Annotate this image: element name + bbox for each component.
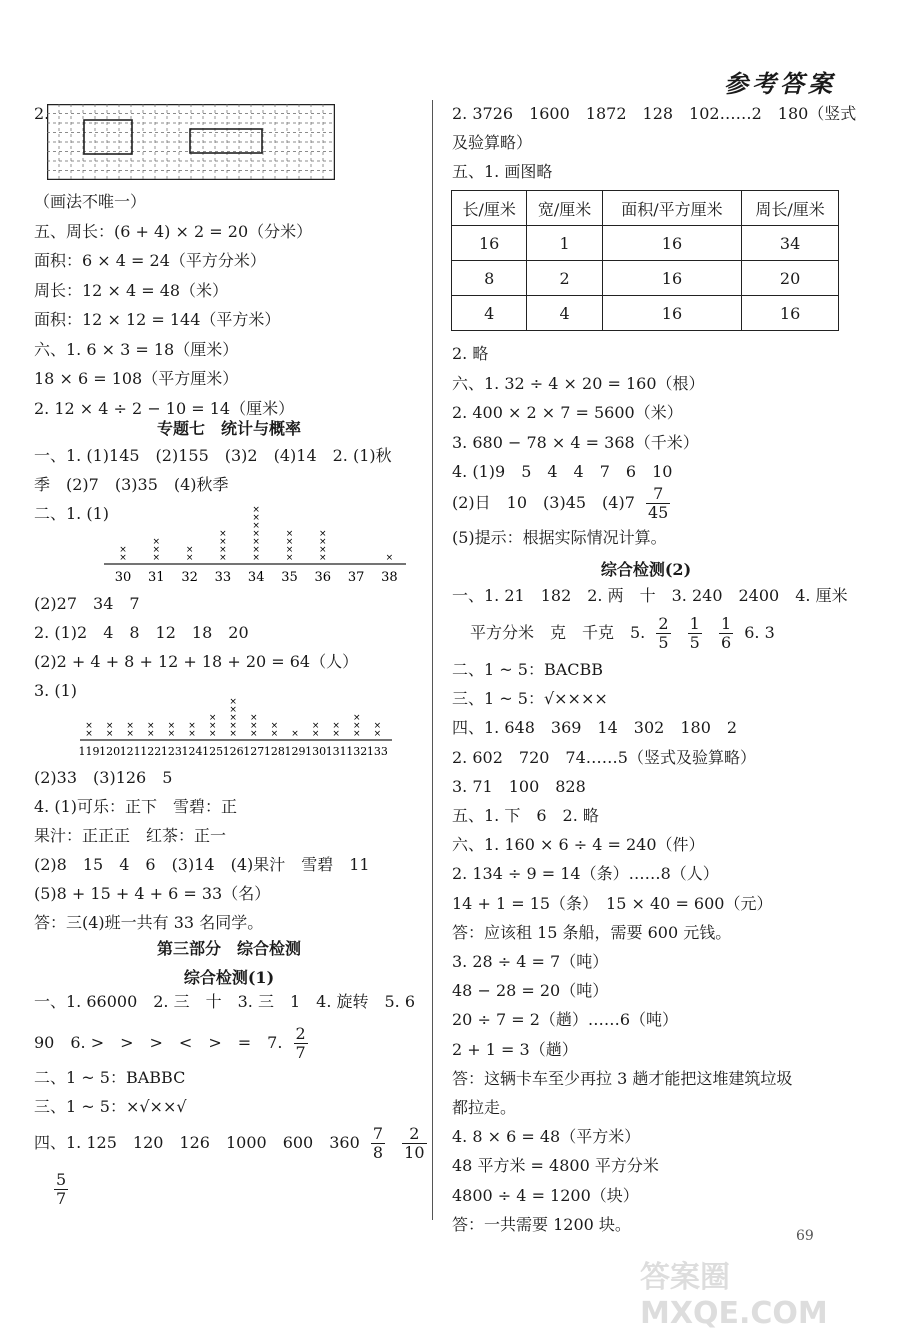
table-cell: 16 bbox=[742, 296, 839, 331]
line-plot-tick-label: 121 bbox=[119, 745, 141, 758]
line-plot-tick-label: 122 bbox=[140, 745, 162, 758]
answer-line: 答：三(4)班一共有 33 名同学。 bbox=[34, 913, 264, 932]
x-mark: × bbox=[147, 729, 155, 739]
line-plot-tick-label: 123 bbox=[160, 745, 182, 758]
x-mark: × bbox=[311, 721, 320, 731]
page-number: 69 bbox=[796, 1228, 814, 1244]
x-mark: × bbox=[219, 529, 227, 539]
line-plot-2 bbox=[76, 676, 396, 760]
x-mark: × bbox=[167, 729, 176, 739]
x-mark: × bbox=[353, 713, 361, 723]
rectangle-1 bbox=[84, 120, 132, 154]
x-mark: × bbox=[229, 697, 237, 707]
x-mark: × bbox=[229, 729, 237, 739]
fraction: $\frac{5}{7}$ bbox=[56, 1170, 67, 1208]
answer-line: 4. (1)9 5 4 4 7 6 10 bbox=[452, 462, 673, 481]
line-plot-tick-label: 120 bbox=[99, 745, 121, 758]
x-mark: × bbox=[332, 729, 340, 739]
answer-line: 果汁：正正正 红茶：正一 bbox=[34, 826, 227, 845]
table-cell: 4 bbox=[527, 296, 602, 331]
x-mark: × bbox=[319, 529, 327, 539]
answer-line: 二、1 ~ 5：BACBB bbox=[452, 660, 604, 679]
exam2-line2 bbox=[470, 614, 775, 652]
x-mark: × bbox=[219, 553, 227, 563]
x-mark: × bbox=[105, 729, 114, 739]
x-mark: × bbox=[119, 545, 127, 555]
x-mark: × bbox=[252, 529, 260, 539]
x-mark: × bbox=[252, 513, 260, 523]
answer-line: 面积：12 × 12 = 144（平方米） bbox=[34, 310, 281, 329]
answer-line: 三、1 ~ 5：√×××× bbox=[452, 689, 608, 709]
answer-line: 2 + 1 = 3（趟） bbox=[452, 1039, 578, 1059]
answer-line: (2)33 (3)126 5 bbox=[34, 768, 173, 787]
answer-line: 3. 680 − 78 × 4 = 368（千米） bbox=[452, 432, 699, 452]
line-plot-tick-label: 129 bbox=[284, 745, 306, 758]
line-plot-tick-label: 131 bbox=[325, 745, 347, 758]
answer-line: 4800 ÷ 4 = 1200（块） bbox=[452, 1185, 639, 1205]
answer-line: 3. (1) bbox=[34, 681, 78, 700]
line-plot-tick-label: 32 bbox=[181, 570, 198, 585]
line-plot-tick-label: 119 bbox=[78, 745, 100, 758]
q2-label: 2. bbox=[34, 104, 50, 123]
x-mark: × bbox=[126, 721, 134, 731]
line-plot-tick-label: 36 bbox=[314, 570, 332, 585]
x-mark: × bbox=[152, 553, 161, 563]
x-mark: × bbox=[252, 521, 260, 531]
table-cell: 16 bbox=[452, 226, 527, 261]
x-mark: × bbox=[319, 553, 327, 563]
answer-line: 五、周长：(6 + 4) × 2 = 20（分米） bbox=[34, 221, 313, 241]
exam1-line-si-cont bbox=[48, 1170, 74, 1208]
answer-line: 2. 134 ÷ 9 = 14（条）……8（人） bbox=[452, 864, 719, 884]
fraction: $\frac{7}{45}$ bbox=[648, 484, 669, 522]
answer-line: (2)8 15 4 6 (3)14 (4)果汁 雪碧 11 bbox=[34, 855, 370, 874]
line-plot-tick-label: 124 bbox=[181, 745, 203, 758]
x-mark: × bbox=[208, 729, 217, 739]
answer-line: 四、1. 648 369 14 302 180 2 bbox=[452, 718, 738, 738]
x-mark: × bbox=[105, 721, 114, 731]
exam1-line-si bbox=[34, 1124, 433, 1162]
line-plot-tick-label: 35 bbox=[281, 570, 298, 585]
table-header: 长/厘米 bbox=[452, 191, 527, 226]
x-mark: × bbox=[285, 553, 294, 563]
exam1-title: 综合检测(1) bbox=[183, 968, 275, 987]
answer-line: 18 × 6 = 108（平方厘米） bbox=[34, 369, 239, 388]
x-mark: × bbox=[152, 537, 161, 547]
x-mark: × bbox=[353, 721, 361, 731]
x-mark: × bbox=[285, 537, 294, 547]
exam1-line2 bbox=[34, 1024, 314, 1062]
exam1-line1: 一、1. 66000 2. 三 十 3. 三 1 4. 旋转 5. 6 bbox=[34, 992, 416, 1011]
x-mark: × bbox=[147, 721, 155, 731]
section7-title: 专题七 统计与概率 bbox=[156, 419, 301, 438]
table-cell: 20 bbox=[742, 261, 839, 296]
watermark: 答案圈 MXQE.COM bbox=[640, 1260, 828, 1331]
line-plot-tick-label: 128 bbox=[263, 745, 285, 758]
x-mark: × bbox=[85, 721, 93, 731]
x-mark: × bbox=[85, 729, 93, 739]
x-mark: × bbox=[373, 721, 382, 731]
x-mark: × bbox=[208, 713, 217, 723]
fraction: $\frac{2}{10}$ bbox=[404, 1124, 425, 1162]
x-mark: × bbox=[229, 713, 237, 723]
answer-line: 及验算略） bbox=[452, 133, 533, 152]
x-mark: × bbox=[188, 721, 196, 731]
answer-line: 4. 8 × 6 = 48（平方米） bbox=[452, 1127, 641, 1147]
line-plot-tick-label: 34 bbox=[247, 570, 265, 585]
answer-line: (2)27 34 7 bbox=[34, 594, 140, 613]
table-header: 周长/厘米 bbox=[742, 191, 839, 226]
answer-table bbox=[451, 190, 839, 331]
answer-line: 五、1. 下 6 2. 略 bbox=[452, 806, 599, 825]
x-mark: × bbox=[167, 721, 176, 731]
x-mark: × bbox=[152, 545, 161, 555]
answer-line: 二、1. (1) bbox=[34, 504, 110, 523]
x-mark: × bbox=[188, 729, 196, 739]
x-mark: × bbox=[219, 545, 227, 555]
line-plot-tick-label: 31 bbox=[148, 570, 165, 585]
answer-line: 3. 28 ÷ 4 = 7（吨） bbox=[452, 952, 609, 971]
fraction: $\frac{1}{6}$ bbox=[720, 614, 732, 652]
answer-line: 2. 400 × 2 × 7 = 5600（米） bbox=[452, 403, 683, 422]
table-cell: 2 bbox=[527, 261, 602, 296]
x-mark: × bbox=[291, 729, 299, 739]
line-plot-tick-label: 37 bbox=[347, 570, 365, 585]
x-mark: × bbox=[229, 705, 237, 715]
column-divider bbox=[432, 100, 433, 1220]
x-mark: × bbox=[332, 721, 340, 731]
part3-title: 第三部分 综合检测 bbox=[156, 939, 301, 958]
x-mark: × bbox=[270, 729, 279, 739]
answer-line: (5)8 + 15 + 4 + 6 = 33（名） bbox=[34, 884, 271, 903]
x-mark: × bbox=[250, 721, 258, 731]
line-plot-tick-label: 132 bbox=[346, 745, 368, 758]
table-row bbox=[452, 261, 839, 296]
fraction: $\frac{2}{5}$ bbox=[658, 614, 669, 652]
exam2-title: 综合检测(2) bbox=[600, 560, 692, 579]
table-cell: 8 bbox=[452, 261, 527, 296]
answer-line: 20 ÷ 7 = 2（趟）……6（吨） bbox=[452, 1010, 679, 1030]
x-mark: × bbox=[250, 713, 258, 723]
table-header: 宽/厘米 bbox=[527, 191, 602, 226]
table-header: 面积/平方厘米 bbox=[602, 191, 742, 226]
q4-2-text: (2)日 10 (3)45 (4)7 bbox=[452, 493, 635, 512]
x-mark: × bbox=[252, 505, 260, 515]
exam2-line1: 一、1. 21 182 2. 两 十 3. 240 2400 4. 厘米 bbox=[452, 586, 848, 605]
x-mark: × bbox=[229, 721, 237, 731]
x-mark: × bbox=[126, 729, 134, 739]
q4-2-line bbox=[452, 484, 676, 522]
line-plot-tick-label: 130 bbox=[305, 745, 327, 758]
exam2-line2-text: 平方分米 克 千克 5. bbox=[470, 623, 646, 642]
table-cell: 16 bbox=[602, 296, 742, 331]
exam2-line2-end: 6. 3 bbox=[744, 623, 775, 642]
answer-line: 答：这辆卡车至少再拉 3 趟才能把这堆建筑垃圾 bbox=[452, 1068, 793, 1088]
table-cell: 4 bbox=[452, 296, 527, 331]
x-mark: × bbox=[219, 537, 227, 547]
line-plot-tick-label: 38 bbox=[381, 570, 398, 585]
x-mark: × bbox=[208, 721, 217, 731]
line-plot-tick-label: 30 bbox=[114, 570, 132, 585]
x-mark: × bbox=[385, 553, 394, 563]
table-row bbox=[452, 226, 839, 261]
answer-line: 14 + 1 = 15（条） 15 × 40 = 600（元） bbox=[452, 893, 773, 913]
answer-line: （画法不唯一） bbox=[34, 192, 147, 211]
table-cell: 16 bbox=[602, 226, 742, 261]
answer-line: 4. (1)可乐：正下 雪碧：正 bbox=[34, 797, 238, 816]
answer-line: 2. 12 × 4 ÷ 2 − 10 = 14（厘米） bbox=[34, 398, 295, 418]
answer-line: 一、1. (1)145 (2)155 (3)2 (4)14 2. (1)秋 bbox=[34, 446, 392, 465]
line-plot-tick-label: 33 bbox=[214, 570, 232, 585]
fraction: $\frac{7}{8}$ bbox=[372, 1124, 384, 1162]
answer-line: 六、1. 6 × 3 = 18（厘米） bbox=[34, 339, 239, 359]
answer-line: (2)2 + 4 + 8 + 12 + 18 + 20 = 64（人） bbox=[34, 652, 359, 671]
x-mark: × bbox=[373, 729, 382, 739]
answer-line: 2. 略 bbox=[452, 344, 489, 363]
line-plot-tick-label: 133 bbox=[366, 745, 388, 758]
answer-line: 六、1. 32 ÷ 4 × 20 = 160（根） bbox=[452, 373, 705, 393]
answer-line: 都拉走。 bbox=[452, 1098, 517, 1117]
x-mark: × bbox=[119, 553, 127, 563]
x-mark: × bbox=[285, 545, 294, 555]
line-plot-tick-label: 127 bbox=[243, 745, 265, 758]
answer-line: 二、1 ~ 5：BABBC bbox=[34, 1068, 186, 1087]
table-row bbox=[452, 296, 839, 331]
x-mark: × bbox=[319, 545, 327, 555]
answer-line: 2. 602 720 74……5（竖式及验算略） bbox=[452, 747, 756, 767]
answer-line: 六、1. 160 × 6 ÷ 4 = 240（件） bbox=[452, 835, 705, 855]
line-plot-1 bbox=[100, 498, 410, 588]
q4-5-line: (5)提示：根据实际情况计算。 bbox=[452, 528, 667, 547]
x-mark: × bbox=[185, 553, 194, 563]
answer-line: 3. 71 100 828 bbox=[452, 776, 586, 796]
x-mark: × bbox=[311, 729, 320, 739]
answer-line: 48 − 28 = 20（吨） bbox=[452, 981, 609, 1001]
page-header-title: 参考答案 bbox=[724, 69, 836, 98]
x-mark: × bbox=[250, 729, 258, 739]
x-mark: × bbox=[252, 553, 260, 563]
x-mark: × bbox=[252, 537, 260, 547]
answer-line: 季 (2)7 (3)35 (4)秋季 bbox=[34, 475, 229, 494]
table-cell: 16 bbox=[602, 261, 742, 296]
fraction: $\frac{1}{5}$ bbox=[689, 614, 700, 652]
answer-line: 2. 3726 1600 1872 128 102……2 180（竖式 bbox=[452, 104, 857, 123]
answer-line: 周长：12 × 4 = 48（米） bbox=[34, 280, 229, 300]
answer-line: 答：一共需要 1200 块。 bbox=[452, 1214, 631, 1234]
exam1-line2-text: 90 6. > > > < > = 7. bbox=[34, 1033, 283, 1052]
x-mark: × bbox=[270, 721, 279, 731]
fraction: $\frac{2}{7}$ bbox=[295, 1024, 306, 1062]
line-plot-tick-label: 126 bbox=[222, 745, 244, 758]
x-mark: × bbox=[285, 529, 294, 539]
x-mark: × bbox=[319, 537, 327, 547]
answer-line: 48 平方米 = 4800 平方分米 bbox=[452, 1156, 659, 1176]
table-cell: 34 bbox=[742, 226, 839, 261]
line-plot-tick-label: 125 bbox=[202, 745, 224, 758]
answer-line: 三、1 ~ 5：×√××√ bbox=[34, 1097, 187, 1116]
answer-line: 2. (1)2 4 8 12 18 20 bbox=[34, 623, 249, 642]
grid-drawing bbox=[47, 104, 335, 180]
answer-line: 答：应该租 15 条船，需要 600 元钱。 bbox=[452, 922, 732, 942]
x-mark: × bbox=[353, 729, 361, 739]
x-mark: × bbox=[252, 545, 260, 555]
table-cell: 1 bbox=[527, 226, 602, 261]
exam1-si-text: 四、1. 125 120 126 1000 600 360 bbox=[34, 1133, 360, 1152]
answer-line: 五、1. 画图略 bbox=[452, 162, 553, 181]
answer-line: 面积：6 × 4 = 24（平方分米） bbox=[34, 251, 266, 270]
x-mark: × bbox=[185, 545, 194, 555]
